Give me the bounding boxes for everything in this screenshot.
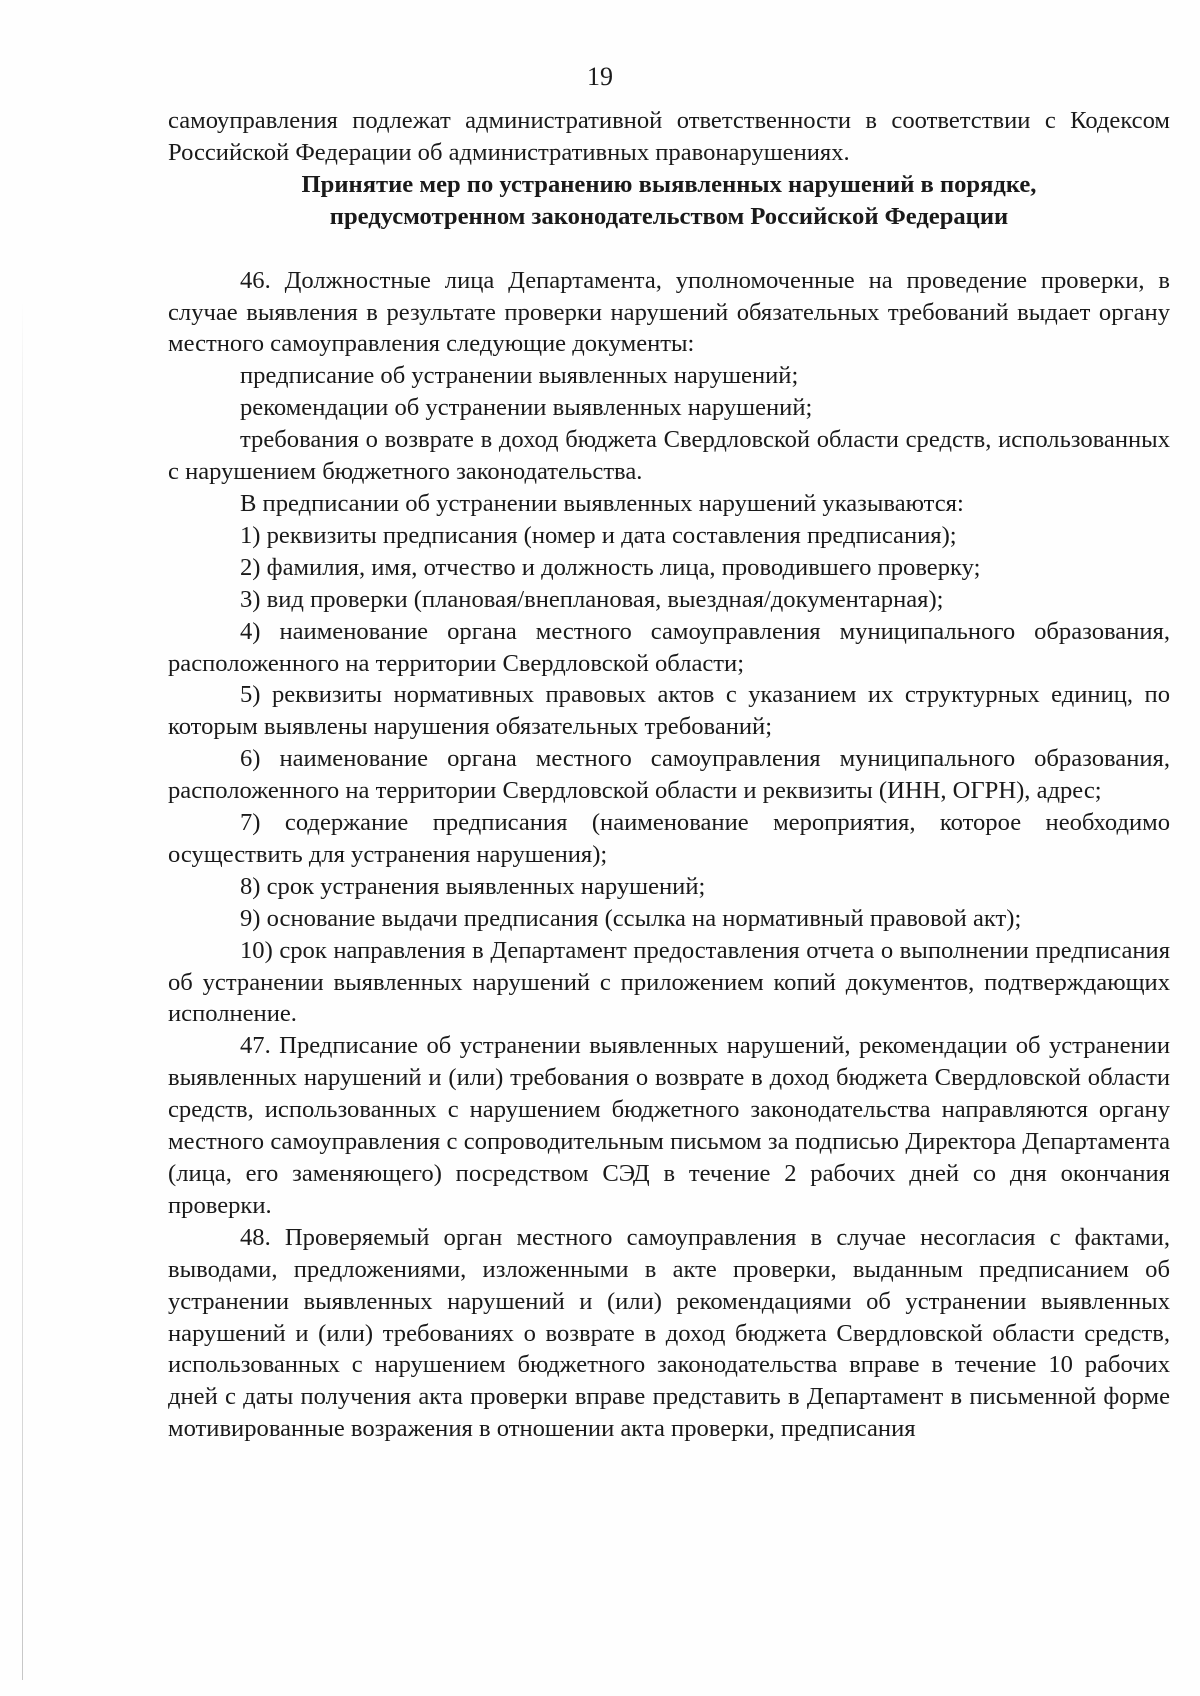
list-item-5: 5) реквизиты нормативных правовых актов с указанием их структурных единиц, по которым выявлены нарушения обязательных требований; (168, 681, 1170, 741)
list-item-3: 3) вид проверки (плановая/внеплановая, выездная/документарная); (240, 585, 944, 613)
list-item-9: 9) основание выдачи предписания (ссылка на нормативный правовой акт); (240, 904, 1022, 932)
list-item-4: 4) наименование органа местного самоуправления муниципального образования, расположенного на территории Свердловской области; (168, 617, 1170, 677)
paragraph-48: 48. Проверяемый орган местного самоуправления в случае несогласия с фактами, выводами, предложениями, изложенными в акте проверки, выданным предписанием об устранении выявленных нарушений и (или) рекомендациями об устранении выявленных нарушений и (или) требованиях о возврате в доход бюджета Свердловской области средств, использованных с нарушением бюджетного законодательства вправе в течение 10 рабочих дней с даты получения акта проверки вправе представить в Департамент в письменной форме мотивированные возражения в отношении акта проверки, предписания (168, 1223, 1170, 1443)
intro-paragraph: самоуправления подлежат административной ответственности в соответствии с Кодексом Российской Федерации об административных правонарушениях. (168, 107, 1170, 166)
list-item-1: 1) реквизиты предписания (номер и дата составления предписания); (240, 521, 957, 549)
section-heading-line-2: предусмотренном законодательством Российской Федерации (329, 202, 1009, 230)
list-item-2: 2) фамилия, имя, отчество и должность лица, проводившего проверку; (240, 553, 981, 581)
list-item-6: 6) наименование органа местного самоуправления муниципального образования, расположенного на территории Свердловской области и реквизиты (ИНН, ОГРН), адрес; (168, 745, 1170, 805)
page-number: 19 (587, 62, 613, 91)
list-item-10: 10) срок направления в Департамент предоставления отчета о выполнении предписания об устранении выявленных нарушений с приложением копий документов, подтверждающих исполнение. (168, 936, 1170, 1028)
heading-spacer (168, 233, 1170, 265)
prescription-contents-intro: В предписании об устранении выявленных нарушений указываются: (240, 489, 964, 517)
paragraph-47: 47. Предписание об устранении выявленных нарушений, рекомендации об устранении выявленных нарушений и (или) требования о возврате в доход бюджета Свердловской области средств, использованных с нарушением бюджетного законодательства направляются органу местного самоуправления с сопроводительным письмом за подписью Директора Департамента (лица, его заменяющего) посредством СЭД в течение 2 рабочих дней со дня окончания проверки. (168, 1032, 1170, 1219)
list-item-8: 8) срок устранения выявленных нарушений; (240, 872, 706, 900)
document-type-prescription: предписание об устранении выявленных нарушений; (240, 362, 799, 390)
document-type-recommendations: рекомендации об устранении выявленных нарушений; (240, 394, 813, 422)
list-item-7: 7) содержание предписания (наименование мероприятия, которое необходимо осуществить для устранения нарушения); (168, 809, 1170, 868)
document-body (168, 105, 1170, 1445)
document-type-return-requirements: требования о возврате в доход бюджета Свердловской области средств, использованных с нарушением бюджетного законодательства. (168, 426, 1170, 486)
section-heading-line-1: Принятие мер по устранению выявленных нарушений в порядке, (301, 170, 1037, 198)
scan-edge-shadow (22, 300, 23, 1680)
paragraph-46: 46. Должностные лица Департамента, уполномоченные на проведение проверки, в случае выявления в результате проверки нарушений обязательных требований выдает органу местного самоуправления следующие документы: (168, 266, 1170, 358)
